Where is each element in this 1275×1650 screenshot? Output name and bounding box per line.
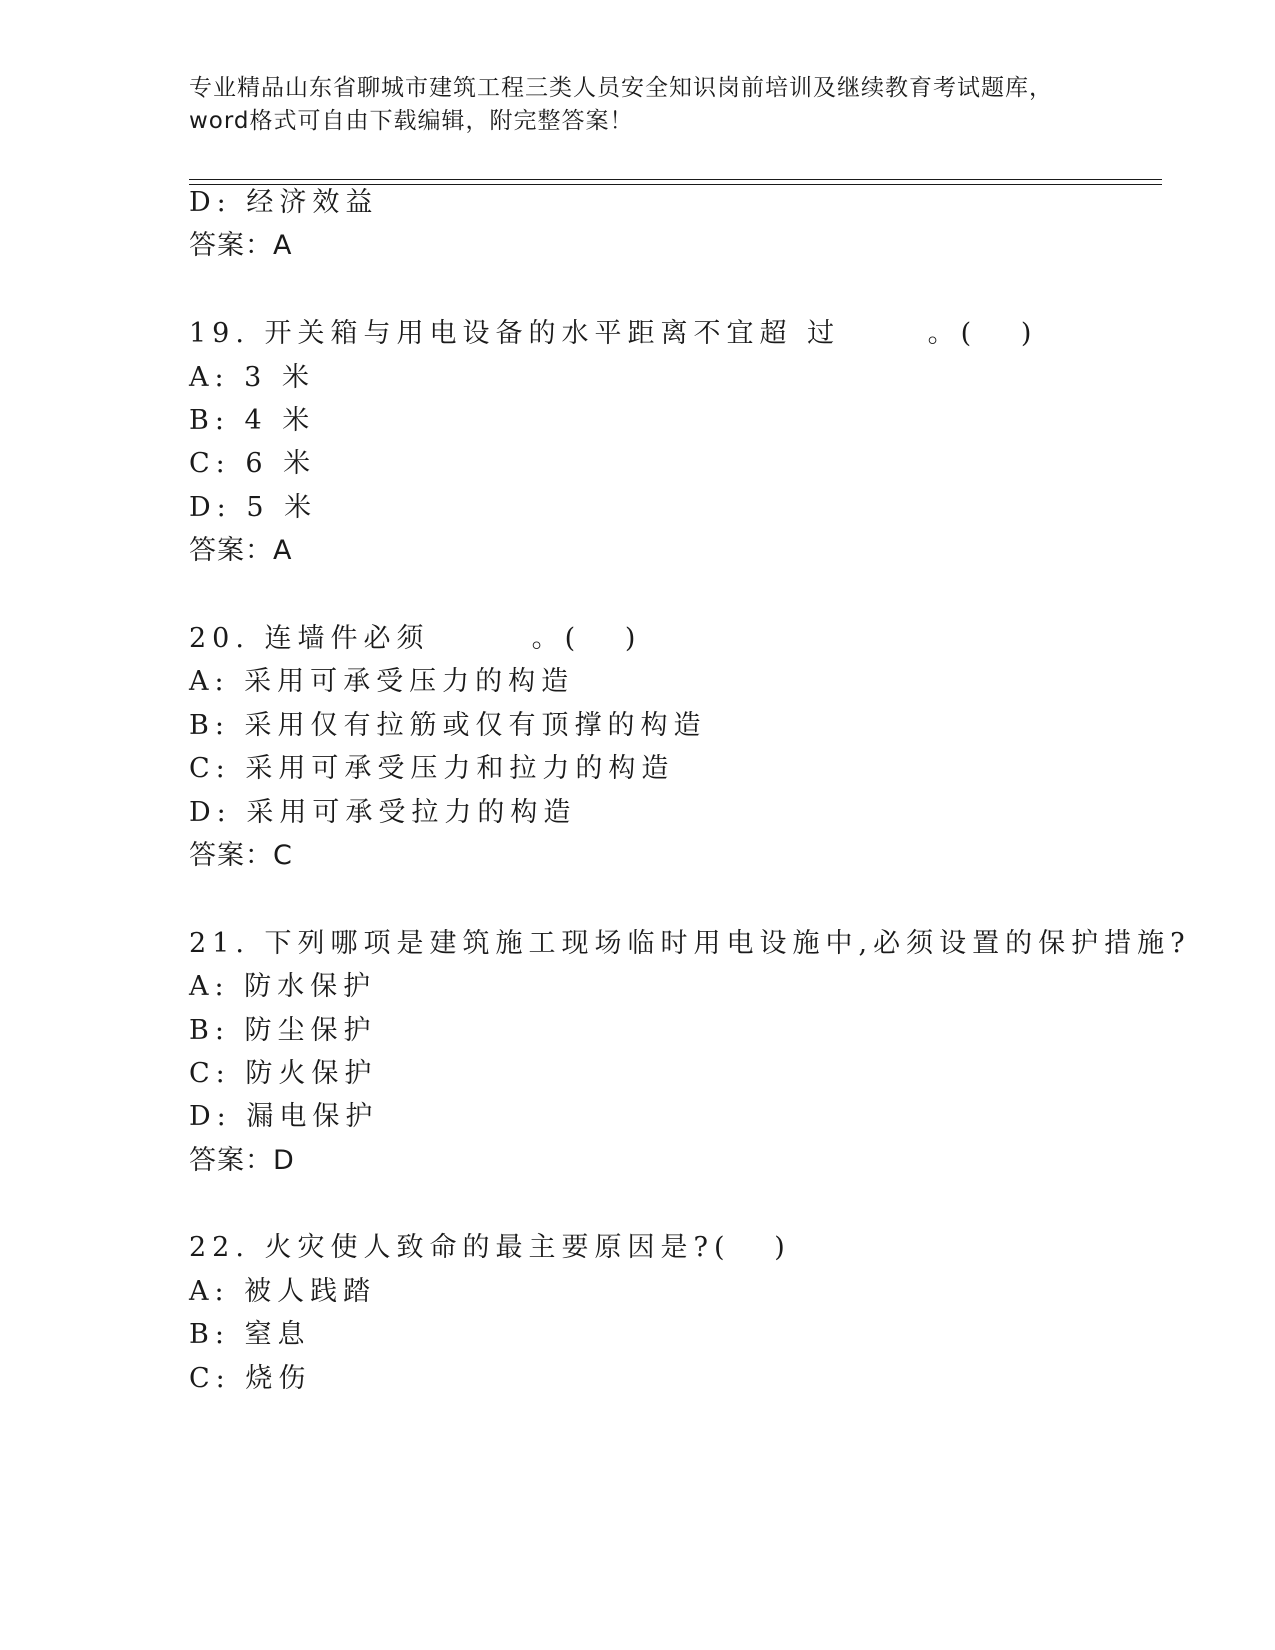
q21-option-b: B: 防尘保护: [189, 1015, 377, 1046]
q19-option-d: D: 5 米: [189, 492, 318, 523]
q22-option-c: C: 烧伤: [189, 1363, 312, 1394]
header-line-2: word格式可自由下载编辑，附完整答案！: [189, 108, 634, 134]
header-divider-top: [189, 179, 1162, 180]
q21-question: 21. 下列哪项是建筑施工现场临时用电设施中,必须设置的保护措施?: [189, 928, 1191, 959]
document-header: [189, 72, 1089, 138]
q21-option-c: C: 防火保护: [189, 1058, 378, 1089]
q20-question: 20. 连墙件必须 。( ): [189, 623, 642, 654]
q19-option-b: B: 4 米: [189, 405, 316, 436]
q20-option-d: D: 采用可承受拉力的构造: [189, 797, 577, 828]
q20-option-c: C: 采用可承受压力和拉力的构造: [189, 753, 675, 784]
q22-option-a: A: 被人践踏: [189, 1276, 377, 1307]
q18-option-d: D: 经济效益: [189, 187, 379, 218]
q20-answer: 答案：C: [189, 840, 293, 871]
q19-option-a: A: 3 米: [189, 362, 315, 393]
q19-question: 19. 开关箱与用电设备的水平距离不宜超 过 。( ): [189, 318, 1038, 349]
q19-option-c: C: 6 米: [189, 448, 317, 479]
q21-option-d: D: 漏电保护: [189, 1101, 379, 1132]
header-line-1: 专业精品山东省聊城市建筑工程三类人员安全知识岗前培训及继续教育考试题库，: [189, 75, 1053, 101]
q21-answer: 答案：D: [189, 1145, 295, 1176]
q22-question: 22. 火灾使人致命的最主要原因是?( ): [189, 1232, 791, 1263]
q21-option-a: A: 防水保护: [189, 971, 377, 1002]
q18-answer: 答案：A: [189, 230, 293, 261]
q20-option-a: A: 采用可承受压力的构造: [189, 666, 575, 697]
q22-option-b: B: 窒息: [189, 1319, 311, 1350]
q20-option-b: B: 采用仅有拉筋或仅有顶撑的构造: [189, 710, 707, 741]
q19-answer: 答案：A: [189, 535, 293, 566]
